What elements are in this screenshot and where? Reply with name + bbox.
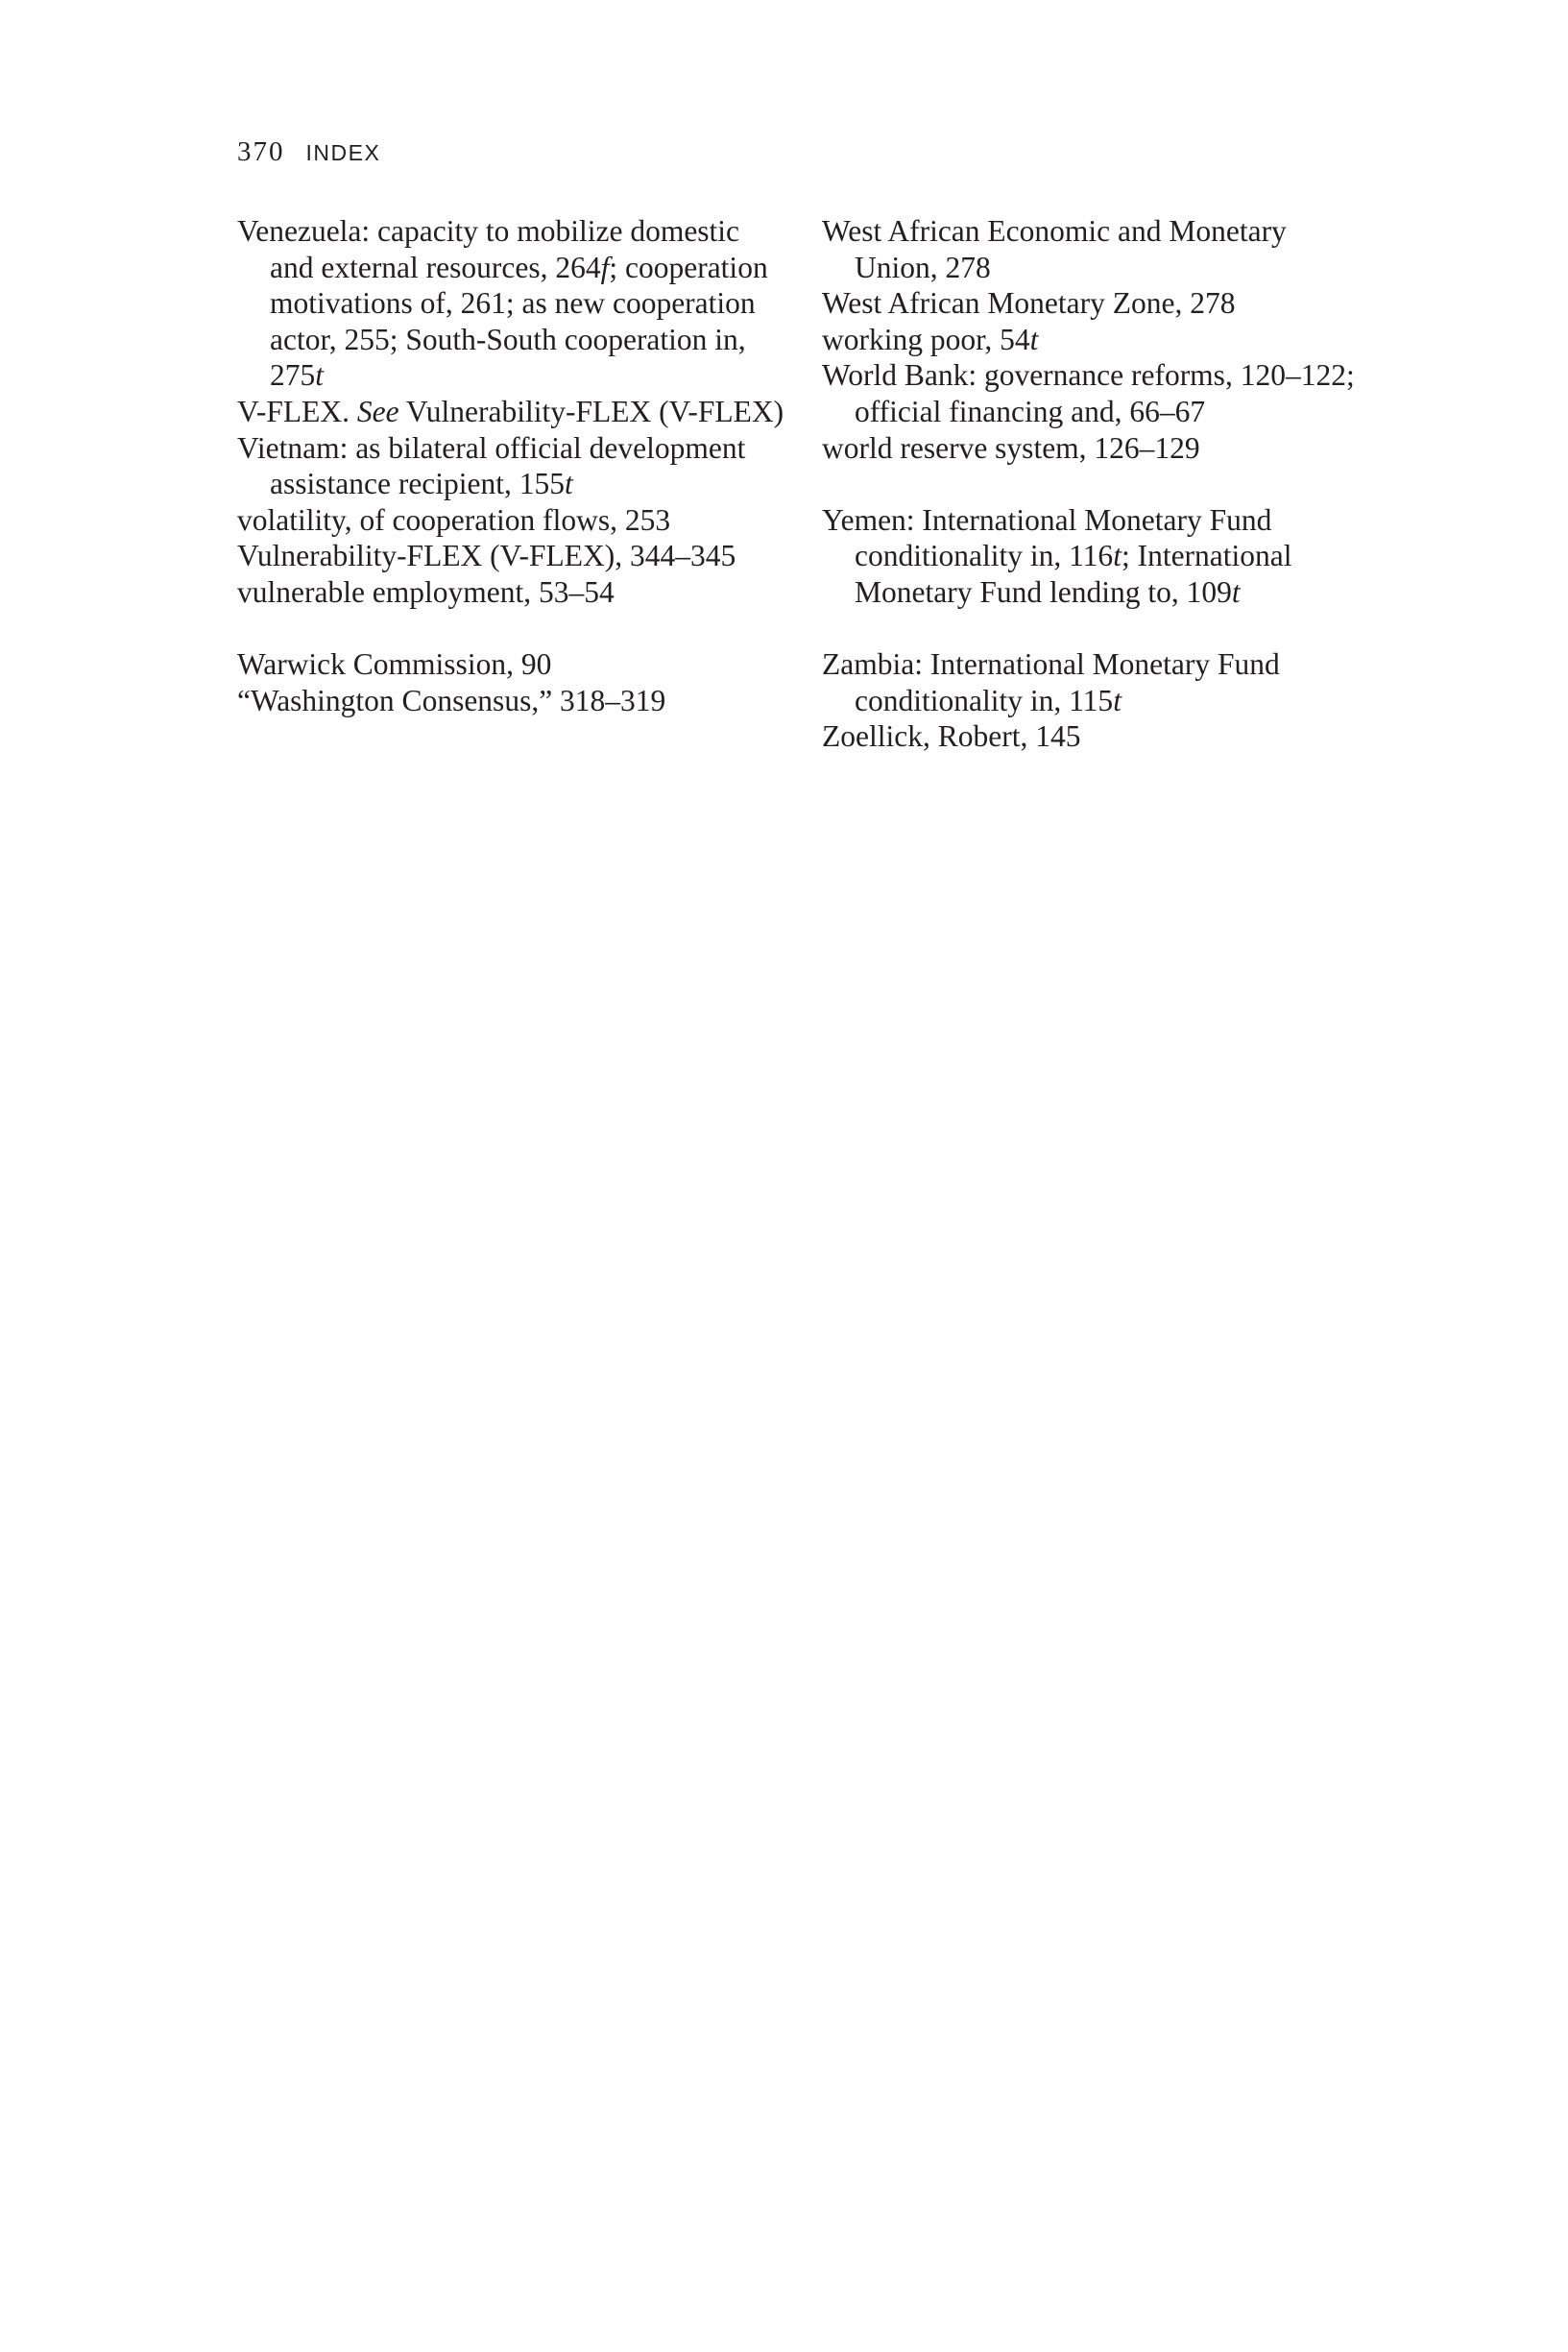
index-entry-italic: t: [1029, 322, 1039, 356]
letter-group-gap: [822, 466, 1360, 502]
index-entry: [237, 502, 784, 539]
index-entry-text: world reserve system, 126–129: [822, 430, 1200, 465]
index-entry-italic: See: [356, 394, 399, 428]
index-entry-text: “Washington Consensus,” 318–319: [237, 683, 666, 717]
index-entry: [237, 213, 784, 394]
index-entry: [822, 430, 1360, 467]
index-entry-text: volatility, of cooperation flows, 253: [237, 502, 671, 537]
index-entry-text: Vulnerability-FLEX (V-FLEX), 344–345: [237, 539, 736, 573]
index-entry: [822, 718, 1360, 755]
index-entry: [237, 683, 784, 719]
section-title: INDEX: [305, 140, 381, 165]
letter-group-gap: [237, 611, 784, 647]
page-number: 370: [237, 136, 285, 167]
letter-group-gap: [822, 611, 1360, 647]
index-entry-text: Zoellick, Robert, 145: [822, 719, 1081, 754]
index-entry: [822, 285, 1360, 322]
index-entry: [822, 502, 1360, 611]
index-entry-italic: t: [565, 467, 573, 501]
index-entry-italic: t: [1113, 539, 1122, 573]
index-entry-italic: f: [600, 250, 610, 284]
index-entry: [822, 213, 1360, 285]
index-entry-text: Zambia: International Monetary Fund conditionality in, 115: [822, 647, 1280, 717]
index-entry-italic: t: [315, 358, 325, 393]
index-entry: [822, 646, 1360, 718]
index-entry-text: ; International Monetary Fund lending to, 109: [855, 539, 1292, 609]
index-entry-text: World Bank: governance reforms, 120–122; official financing and, 66–67: [822, 358, 1355, 428]
index-entry: [822, 322, 1360, 358]
index-entry-text: Vietnam: as bilateral official development assistance recipient, 155: [237, 430, 746, 501]
index-entry: [237, 646, 784, 683]
index-entry-text: Warwick Commission, 90: [237, 647, 552, 682]
index-entry-text: West African Economic and Monetary Union, 278: [822, 214, 1287, 284]
running-head: [237, 136, 380, 168]
index-entry: [822, 357, 1360, 429]
index-entry: [237, 430, 784, 502]
index-entry-text: ; cooperation motivations of, 261; as new cooperation actor, 255; South-South cooperation in, 275: [270, 250, 768, 393]
index-entry-text: V-FLEX.: [237, 394, 357, 428]
index-entry-italic: t: [1231, 574, 1241, 609]
index-entry-text: Vulnerability-FLEX (V-FLEX): [398, 394, 784, 428]
index-entry-text: Yemen: International Monetary Fund conditionality in, 116: [822, 502, 1272, 573]
index-column-left: [237, 213, 784, 718]
index-entry: [237, 574, 784, 611]
index-entry-text: Venezuela: capacity to mobilize domestic and external resources, 264: [237, 214, 740, 284]
index-entry: [237, 538, 784, 574]
index-entry-text: West African Monetary Zone, 278: [822, 286, 1236, 321]
index-entry: [237, 394, 784, 430]
index-entry-text: working poor, 54: [822, 322, 1030, 356]
index-column-right: [822, 213, 1360, 755]
index-entry-text: vulnerable employment, 53–54: [237, 574, 615, 609]
index-entry-italic: t: [1113, 683, 1122, 717]
